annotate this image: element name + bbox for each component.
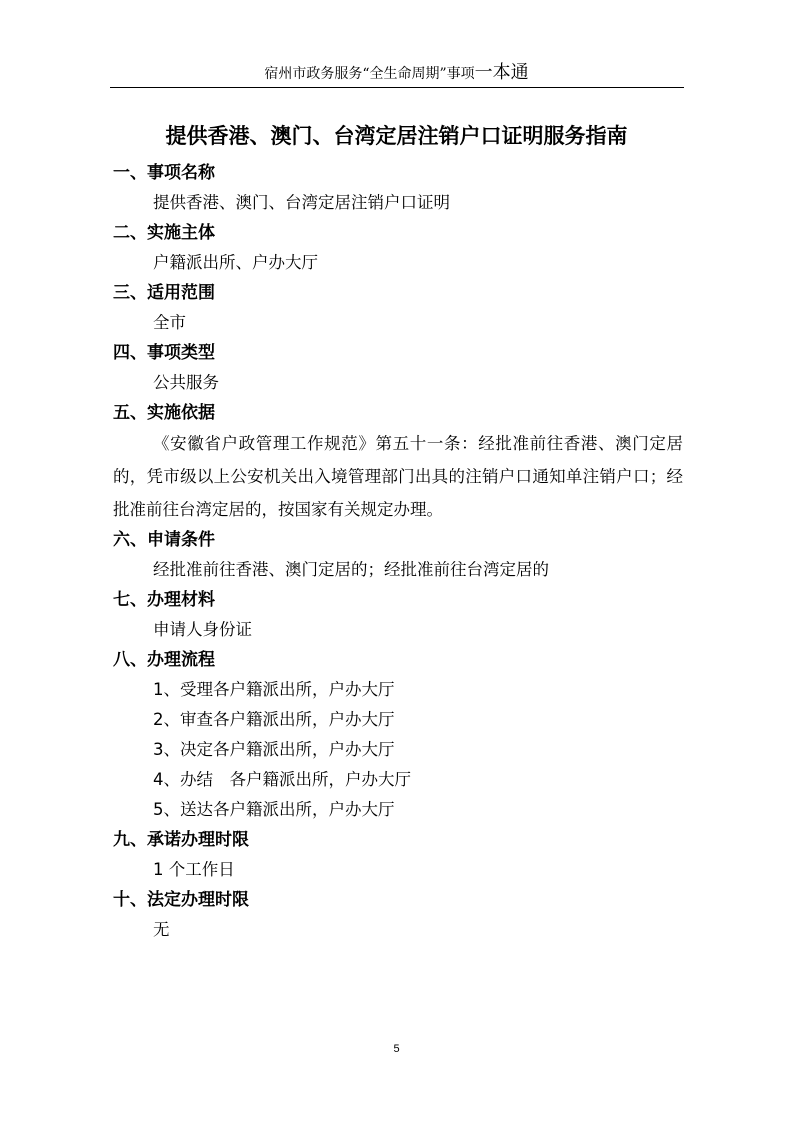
section-line: 无 [153,920,170,939]
section-heading: 二、实施主体 [113,223,215,243]
process-step: 1、受理各户籍派出所，户办大厅 [153,680,395,699]
section-scope [113,278,693,338]
section-implementing-body [113,218,693,278]
page-number: 5 [393,1043,400,1055]
running-header-text-big: 一本通 [474,62,529,83]
section-heading: 九、承诺办理时限 [113,830,249,850]
section-heading: 十、法定办理时限 [113,890,249,910]
document-body [113,158,693,945]
section-materials [113,585,693,645]
running-header-text: 宿州市政务服务“全生命周期”事项 [264,66,475,82]
process-step: 5、送达各户籍派出所，户办大厅 [153,800,395,819]
section-paragraph: 《安徽省户政管理工作规范》第五十一条：经批准前往香港、澳门定居的，凭市级以上公安机关出入境管理部门出具的注销户口通知单注销户口；经批准前往台湾定居的，按国家有关规定办理。 [113,434,683,519]
header-rule [110,87,684,88]
section-line: 公共服务 [153,373,219,392]
section-item-type [113,338,693,398]
section-line: 全市 [153,313,186,332]
section-line: 1 个工作日 [153,860,235,879]
process-step: 3、决定各户籍派出所，户办大厅 [153,740,395,759]
document-title: 提供香港、澳门、台湾定居注销户口证明服务指南 [165,124,628,148]
running-header [0,64,793,83]
section-heading: 四、事项类型 [113,343,215,363]
section-heading: 三、适用范围 [113,283,215,303]
section-heading: 六、申请条件 [113,530,215,550]
section-line: 户籍派出所、户办大厅 [153,253,318,272]
section-heading: 五、实施依据 [113,403,215,423]
section-process [113,645,693,825]
section-heading: 八、办理流程 [113,650,215,670]
process-step: 4、办结 各户籍派出所，户办大厅 [153,770,411,789]
process-step: 2、审查各户籍派出所，户办大厅 [153,710,395,729]
section-heading: 七、办理材料 [113,590,215,610]
section-line: 经批准前往香港、澳门定居的；经批准前往台湾定居的 [153,560,549,579]
section-item-name [113,158,693,218]
section-line: 申请人身份证 [153,620,252,639]
section-promised-time-limit [113,825,693,885]
section-line: 提供香港、澳门、台湾定居注销户口证明 [153,193,450,212]
section-legal-time-limit [113,885,693,945]
section-heading: 一、事项名称 [113,163,215,183]
section-legal-basis [113,398,693,526]
section-conditions [113,525,693,585]
